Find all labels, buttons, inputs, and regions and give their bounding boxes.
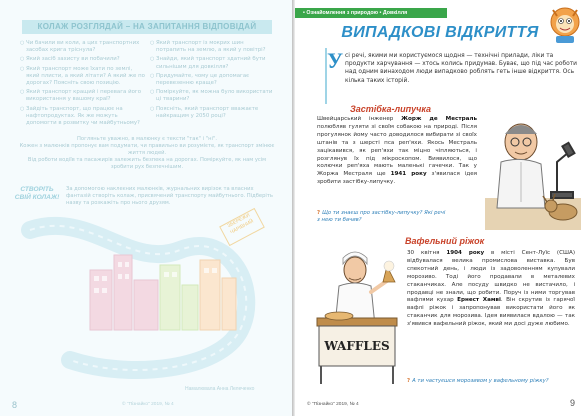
left-page-number: 8: [12, 400, 18, 410]
left-middle-line: Від роботи водіїв та пасажирів залежить безпека на дорогах. Поміркуйте, як нам усім зробити рух безпечнішим.: [27, 157, 267, 170]
left-questions-column-1: [20, 40, 145, 129]
right-page: [295, 0, 587, 416]
waffles-sign-text: WAFFLES: [324, 339, 390, 353]
inventor-name: Жорж де Местраль: [401, 116, 477, 122]
article-headline: ВИПАДКОВІ ВІДКРИТТЯ: [341, 24, 539, 41]
body-text: полюбляв гуляти зі своїм собакою на природі. Після прогулянок йому часто доводилося вибирати зі своїх штанів та з шерсті пса реп'яхи. Якось Местраль зацікавився, як реп'яхи так міцно чіпляються, і розглянув їх під мікроскопом. Виявилося, що колючки реп'яха мають маленькі гачечки. Так у Жоржа Местраля ще: [317, 123, 477, 178]
question-icon: ?: [317, 210, 321, 216]
left-question: ○ Поміркуйте, як можна було використати ці тварини?: [150, 89, 275, 103]
left-middle-line: Кожен з малюнків пропонує вам подумати, чи правильно ви розумієте, як транспорт змінює життя людей.: [19, 143, 275, 156]
section-title-velcro: Застібка-липучка: [350, 104, 432, 114]
inventor-name: Ернест Хамві: [457, 297, 501, 304]
left-question: ○ Зайдіть транспорт, що працює на нафтопродуктах. Як же можуть допомогти в розвитку чи майбутньому?: [20, 106, 145, 128]
left-copyright: © "Пізнайко" 2019, № 4: [122, 402, 174, 407]
left-question: ○ Знайди, який транспорт здатний бути сильнішим для довкілля?: [150, 56, 275, 70]
question-text: А ти частуєшся морозивом у вафельному ріжку?: [412, 378, 549, 384]
section-title-waffle-cone: Вафельний ріжок: [405, 236, 485, 246]
right-page-number: 9: [569, 398, 575, 408]
body-text: 30 квітня: [407, 250, 447, 256]
left-page: [0, 0, 292, 416]
right-copyright: © "Пізнайко" 2019, № 4: [307, 402, 359, 407]
question-icon: ?: [407, 378, 411, 384]
question-waffle-cone: [407, 378, 567, 385]
left-question: ○ Який транспорт із мокрих шин потрапить на землю, а який у повітрі?: [150, 40, 275, 54]
body-text: Швейцарський інженер: [317, 116, 402, 122]
left-question: ○ Який транспорт кращий і перевага його використання у вашому краї?: [20, 89, 145, 103]
body-text: . Він скрутив із гарячої вафлі ріжок і запропонував використати його як стаканчик для морозива. Ідея виявилася вдалою — так з'явився вафельний ріжок, який ми досі дуже любимо.: [407, 297, 575, 328]
left-page-title: КОЛАЖ РОЗГЛЯДАЙ – НА ЗАПИТАННЯ ВІДПОВІДАЙ: [22, 20, 272, 34]
mascot-illustration: [547, 2, 583, 44]
left-question: ○ Який засіб захисту ви побачили?: [20, 56, 145, 63]
left-middle-text: [18, 136, 276, 171]
body-text: в місті Сент-Луїс (США) відбувалася велика промислова виставка. Був спекотний день, і люди із задоволенням купували морозиво. Тоді його продавали в металевих стаканчиках. Але посуду швидко не вистачило, і продавці не знали, що робити. Поруч із ними торгував вафлями кухар: [407, 250, 576, 304]
waffle-vendor-illustration: [309, 248, 405, 386]
left-question: ○ Чи бачили ви коли, а цих транспортних засобах крига тріснула?: [20, 40, 145, 54]
article-intro: сі речі, якими ми користуємося щодня — технічні прилади, ліки та продукти харчування — хтось колись придумав. Буває, що під час роботи над одним винаходом люди випадково роблять геть інше відкриття. Ось кілька таких історій.: [345, 53, 577, 84]
section-body-velcro: [317, 116, 477, 187]
illustration-caption: Намалювала Анна Лелеченко: [185, 386, 255, 392]
body-text: з'явилася ідея зробити застібку-липучку.: [317, 171, 478, 186]
scientist-microscope-illustration: [485, 112, 581, 230]
event-year: 1904 року: [446, 250, 485, 256]
collage-tag: ЗБЕРЕЖИ ЧАРІВНИЙ: [219, 208, 265, 246]
left-question: ○ Поясніть, який транспорт вважаєте найкращим у 2050 році?: [150, 106, 275, 120]
left-question: ○ Який транспорт може їхати по землі, який плисти, а який літати? А який же по дорогах? Поясніть свою позицію.: [20, 66, 145, 88]
left-questions-column-2: [150, 40, 275, 122]
section-body-waffle-cone: [407, 250, 575, 329]
left-question: ○ Придумайте, чому це допомагає перевезенню краще?: [150, 73, 275, 87]
left-side-title: СТВОРІТЬ СВІЙ КОЛАЖ!: [14, 186, 60, 201]
section-ribbon: [295, 8, 447, 18]
left-side-text: За допомогою наклеєних малюнків, журнальних вирізок та власних фантазій створіть колаж, присвячений транспорту майбутнього. Підберіть назву та розкажіть про нього друзям.: [66, 186, 273, 206]
question-text: Що ти знаєш про застібку-липучку? Які речі з нею ти бачив?: [317, 210, 446, 223]
invention-year: 1941 року: [390, 171, 427, 178]
intro-dropcap: У: [327, 48, 344, 73]
question-velcro: [317, 210, 447, 224]
left-middle-line: Погляньте уважно, в малюнку є тексти "так" і "ні".: [77, 136, 217, 142]
section-ribbon-label: • Ознайомлення з природою • Довкілля: [303, 10, 408, 16]
